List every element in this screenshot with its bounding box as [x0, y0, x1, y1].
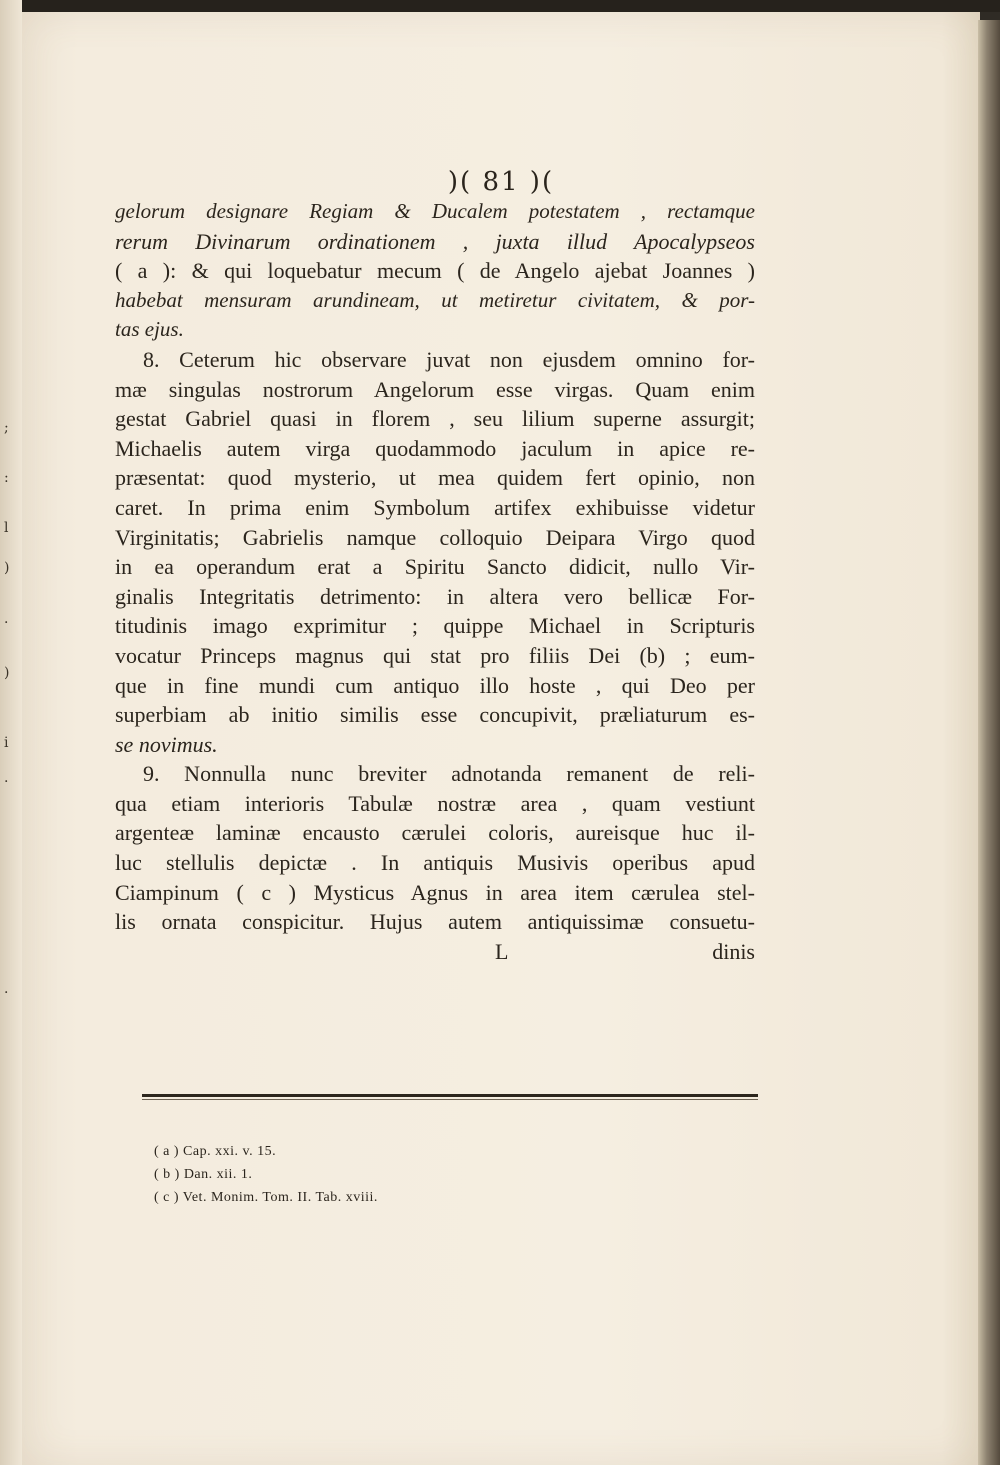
text-line: titudinis imago exprimitur ; quippe Michael in Scripturis	[115, 613, 755, 639]
left-bleed-strip: ; : l ) · ) i . ·	[0, 0, 22, 1465]
text-line: que in fine mundi cum antiquo illo hoste , qui Deo per	[115, 672, 755, 698]
text-line: Ciampinum ( c ) Mysticus Agnus in area item cærulea stel-	[115, 879, 755, 905]
body-text	[115, 197, 755, 967]
text-line: qua etiam interioris Tabulæ nostræ area , quam vestiunt	[115, 790, 755, 816]
text-line: mæ singulas nostrorum Angelorum esse virgas. Quam enim	[115, 376, 755, 402]
text-line: tas ejus.	[115, 317, 184, 342]
text-line: se novimus.	[115, 731, 218, 757]
text-line: habebat mensuram arundineam, ut metiretur civitatem, & por-	[115, 287, 755, 312]
text-line: superbiam ab initio similis esse concupivit, præliaturum es-	[115, 702, 755, 728]
signature-mark: L	[495, 938, 509, 964]
footnote-rule	[142, 1094, 758, 1097]
signature-line	[115, 937, 755, 967]
book-edge	[978, 20, 1000, 1465]
footnote: ( b ) Dan. xii. 1.	[154, 1167, 253, 1182]
top-edge	[0, 0, 1000, 12]
text-line: Michaelis autem virga quodammodo jaculum in apice re-	[115, 435, 755, 461]
text-line: ( a ): & qui loquebatur mecum ( de Angelo ajebat Joannes )	[115, 258, 755, 284]
text-line: rerum Divinarum ordinationem , juxta illud Apocalypseos	[115, 228, 755, 254]
text-line: argenteæ laminæ encausto cærulei coloris, aureisque huc il-	[115, 820, 755, 846]
text-line: ginalis Integritatis detrimento: in altera vero bellicæ For-	[115, 583, 755, 609]
text-line: luc stellulis depictæ . In antiquis Musivis operibus apud	[115, 850, 755, 876]
text-line: gestat Gabriel quasi in florem , seu lilium superne assurgit;	[115, 406, 755, 432]
footnote: ( a ) Cap. xxi. v. 15.	[154, 1144, 277, 1159]
footnote: ( c ) Vet. Monim. Tom. II. Tab. xviii.	[154, 1190, 378, 1205]
text-line: vocatur Princeps magnus qui stat pro filiis Dei (b) ; eum-	[115, 642, 755, 668]
text-line: in ea operandum erat a Spiritu Sancto didicit, nullo Vir-	[115, 554, 755, 580]
text-line: præsentat: quod mysterio, ut mea quidem fert opinio, non	[115, 465, 755, 491]
text-line: gelorum designare Regiam & Ducalem potestatem , rectamque	[115, 199, 755, 223]
text-line: lis ornata conspicitur. Hujus autem antiquissimæ consuetu-	[115, 909, 755, 935]
text-line: caret. In prima enim Symbolum artifex exhibuisse videtur	[115, 494, 755, 520]
catchword: dinis	[712, 938, 755, 964]
text-line: 8. Ceterum hic observare juvat non ejusdem omnino for-	[143, 346, 755, 372]
paper-page	[22, 12, 980, 1465]
text-line: Virginitatis; Gabrielis namque colloquio Deipara Virgo quod	[115, 524, 755, 550]
footnotes	[154, 1140, 754, 1209]
page-header: )( 81 )(	[447, 167, 555, 197]
text-line: 9. Nonnulla nunc breviter adnotanda remanent de reli-	[143, 761, 755, 787]
